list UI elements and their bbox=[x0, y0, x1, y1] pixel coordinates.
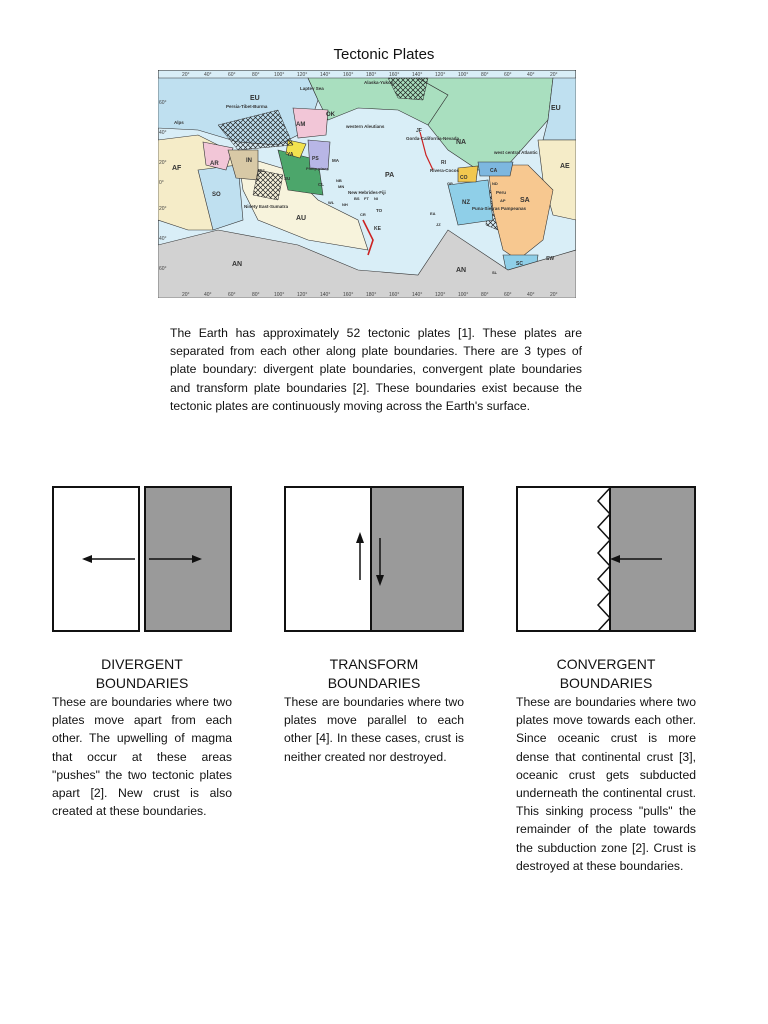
map-tick: 80° bbox=[481, 292, 489, 298]
map-tick: 20° bbox=[550, 72, 558, 78]
map-label: west central Atlantic bbox=[494, 150, 538, 155]
map-label: FT bbox=[364, 196, 369, 201]
map-label: SL bbox=[492, 270, 498, 275]
intro-paragraph: The Earth has approximately 52 tectonic plates [1]. These plates are separated from each other along plate boundaries. There are 3 types of plate boundary: divergent plate boundaries, convergent plate boundaries and transform plate boundaries [2]. These boundaries exist because the tectonic plates are continuously moving across the Earth's surface. bbox=[170, 326, 582, 413]
map-tick: 160° bbox=[389, 292, 400, 298]
map-label: Alps bbox=[174, 120, 184, 125]
divergent-title bbox=[52, 655, 232, 693]
map-tick: 40° bbox=[527, 292, 535, 298]
map-label: AR bbox=[210, 161, 219, 167]
map-tick: 120° bbox=[435, 72, 446, 78]
title-line: DIVERGENT bbox=[101, 656, 183, 672]
map-tick: 140° bbox=[320, 72, 331, 78]
map-tick: 60° bbox=[159, 266, 167, 272]
map-label: NB bbox=[336, 178, 342, 183]
map-label: PS bbox=[312, 156, 319, 162]
map-tick: 100° bbox=[458, 72, 469, 78]
map-label: SA bbox=[520, 197, 530, 204]
map-label: SO bbox=[212, 192, 221, 198]
map-label: EU bbox=[551, 105, 561, 112]
map-tick: 40° bbox=[159, 236, 167, 242]
map-label: TO bbox=[376, 208, 383, 213]
map-label: Gorda-California-Nevada bbox=[406, 136, 460, 141]
map-label: SW bbox=[546, 256, 555, 262]
map-tick: 160° bbox=[343, 72, 354, 78]
map-label: NH bbox=[342, 202, 348, 207]
map-label: AE bbox=[560, 163, 570, 170]
map-tick: 140° bbox=[412, 292, 423, 298]
map-label: WL bbox=[328, 200, 335, 205]
map-label: OK bbox=[326, 112, 335, 118]
map-tick: 60° bbox=[504, 72, 512, 78]
map-tick: 100° bbox=[458, 292, 469, 298]
map-label: PA bbox=[385, 172, 395, 179]
title-line: BOUNDARIES bbox=[559, 675, 653, 691]
map-label: MA bbox=[332, 158, 339, 163]
map-label: Philip-pines bbox=[306, 166, 329, 171]
title-line: CONVERGENT bbox=[556, 656, 656, 672]
map-label: Peru bbox=[496, 190, 507, 195]
transform-diagram bbox=[284, 486, 464, 632]
map-tick: 60° bbox=[504, 292, 512, 298]
title-line: BOUNDARIES bbox=[327, 675, 421, 691]
map-label: SU bbox=[284, 176, 291, 181]
page-title: Tectonic Plates bbox=[333, 46, 435, 63]
map-tick: 20° bbox=[159, 160, 167, 166]
map-tick: 160° bbox=[389, 72, 400, 78]
map-tick: 140° bbox=[320, 292, 331, 298]
map-label: AM bbox=[296, 122, 306, 128]
convergent-description: These are boundaries where two plates move towards each other. Since oceanic crust is more dense that continental crust [3], oceanic crust gets subducted underneath the continental crust. This sinking process "pulls" the remainder of the plate towards the subduction zone [2]. Crust is destroyed at these boundaries. bbox=[516, 695, 696, 873]
map-label: MN bbox=[338, 184, 345, 189]
map-label: YA bbox=[287, 152, 294, 158]
map-label: BU bbox=[258, 168, 265, 173]
convergent-diagram bbox=[516, 486, 696, 632]
map-label: EU bbox=[250, 95, 260, 102]
divergent-diagram bbox=[52, 486, 232, 632]
map-tick: 40° bbox=[204, 292, 212, 298]
map-label: CO bbox=[460, 175, 468, 181]
convergent-title bbox=[516, 655, 696, 693]
map-tick: 140° bbox=[412, 72, 423, 78]
map-tick: 40° bbox=[204, 72, 212, 78]
map-tick: 60° bbox=[228, 72, 236, 78]
map-label: Puna-Sierras Pampeanas bbox=[472, 206, 527, 211]
map-label: NA bbox=[456, 139, 467, 146]
map-tick: 120° bbox=[297, 72, 308, 78]
map-label: NZ bbox=[462, 200, 470, 206]
map-label: CL bbox=[318, 182, 324, 187]
map-tick: 80° bbox=[252, 292, 260, 298]
map-label: NI bbox=[374, 196, 378, 201]
plate-left bbox=[285, 487, 371, 631]
map-tick: 180° bbox=[366, 72, 377, 78]
transform-description: These are boundaries where two plates move parallel to each other [4]. In these cases, crust is neither created nor destroyed. bbox=[284, 695, 464, 764]
map-label: Persia-Tibet-Burma bbox=[226, 104, 268, 109]
map-label: JF bbox=[416, 128, 422, 134]
divergent-description: These are boundaries where two plates move apart from each other. The upwelling of magma that occur at these areas "pushes" the two tectonic plates apart [2]. New crust is also created at these boundaries. bbox=[52, 695, 232, 819]
map-tick: 40° bbox=[159, 130, 167, 136]
map-label: Laptev Sea bbox=[300, 86, 324, 91]
plate-right bbox=[371, 487, 463, 631]
map-tick: 120° bbox=[435, 292, 446, 298]
tectonic-plates-map bbox=[158, 70, 576, 298]
map-tick: 60° bbox=[228, 292, 236, 298]
map-label: ND bbox=[492, 181, 498, 186]
map-label: CA bbox=[490, 168, 498, 174]
map-label: New Hebrides-Fiji bbox=[348, 190, 386, 195]
map-tick: 0° bbox=[159, 180, 164, 186]
map-label: RI bbox=[441, 160, 446, 166]
map-label: SC bbox=[516, 261, 523, 267]
map-tick: 20° bbox=[182, 292, 190, 298]
map-label: AF bbox=[172, 165, 182, 172]
map-tick: 180° bbox=[366, 292, 377, 298]
map-tick: 160° bbox=[343, 292, 354, 298]
title-line: BOUNDARIES bbox=[95, 675, 189, 691]
map-label: KE bbox=[374, 226, 381, 232]
map-tick: 40° bbox=[527, 72, 535, 78]
map-label: CR bbox=[360, 212, 366, 217]
map-label: western Aleutians bbox=[346, 124, 385, 129]
map-label: BS bbox=[354, 196, 360, 201]
map-tick: 20° bbox=[159, 206, 167, 212]
map-label: AN bbox=[232, 261, 243, 268]
map-tick: 60° bbox=[159, 100, 167, 106]
map-tick: 100° bbox=[274, 72, 285, 78]
map-label: AP bbox=[500, 198, 506, 203]
map-tick: 80° bbox=[481, 72, 489, 78]
map-tick: 20° bbox=[182, 72, 190, 78]
map-label: JZ bbox=[436, 222, 441, 227]
map-label: Ninety East-Sumatra bbox=[244, 204, 289, 209]
map-label: AN bbox=[456, 267, 467, 274]
map-label: GP bbox=[447, 181, 453, 186]
map-label: Rivera-Cocos bbox=[430, 168, 460, 173]
map-tick: 120° bbox=[297, 292, 308, 298]
transform-title bbox=[284, 655, 464, 693]
title-line: TRANSFORM bbox=[329, 656, 419, 672]
map-label: EA bbox=[430, 211, 436, 216]
map-label: Alaska-Yukon bbox=[364, 80, 394, 85]
map-tick: 20° bbox=[550, 292, 558, 298]
map-tick: 100° bbox=[274, 292, 285, 298]
map-label: AU bbox=[296, 215, 307, 222]
map-label: IN bbox=[246, 158, 252, 164]
map-tick: 80° bbox=[252, 72, 260, 78]
